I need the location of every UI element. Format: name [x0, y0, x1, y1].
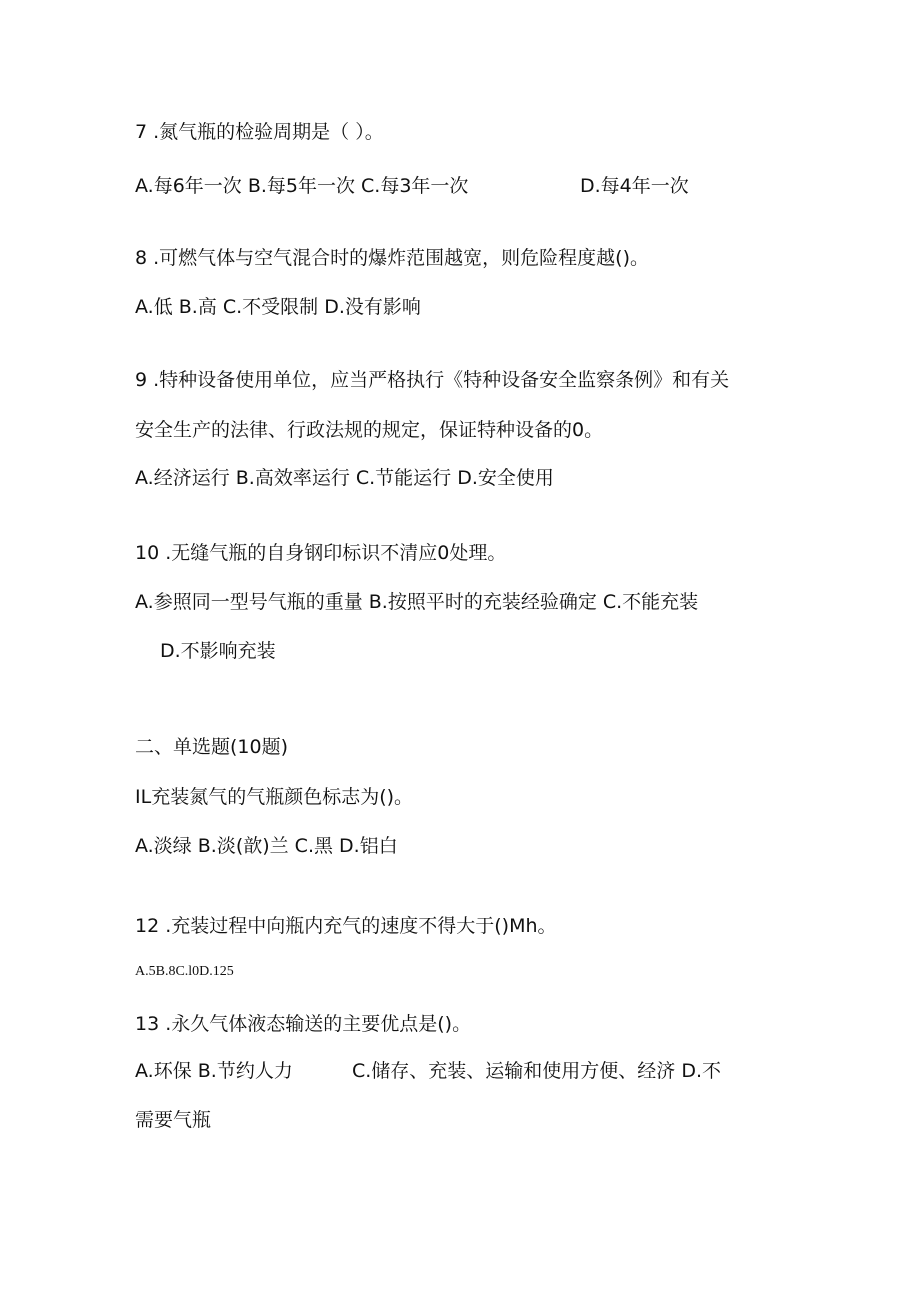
question-12-options: A.5B.8C.l0D.125 [135, 964, 234, 979]
question-13-stem: 13 .永久气体液态输送的主要优点是()。 [135, 1013, 472, 1035]
section-title: 二、单选题(10题) [135, 736, 289, 758]
question-11-options: A.淡绿 B.淡(歆)兰 C.黑 D.铝白 [135, 835, 398, 857]
question-11-stem: IL充装氮气的气瓶颜色标志为()。 [135, 786, 414, 808]
question-13-options-ab: A.环保 B.节约人力 [135, 1060, 293, 1082]
question-9-stem-line1: 9 .特种设备使用单位，应当严格执行《特种设备安全监察条例》和有关 [135, 369, 730, 391]
question-13-options-continued: 需要气瓶 [135, 1109, 212, 1131]
question-7-option-d: D.每4年一次 [580, 175, 689, 197]
question-10-options-abc: A.参照同一型号气瓶的重量 B.按照平时的充装经验确定 C.不能充装 [135, 591, 699, 613]
question-12-stem: 12 .充装过程中向瓶内充气的速度不得大于()Mh。 [135, 915, 557, 937]
question-7-options-abc: A.每6年一次 B.每5年一次 C.每3年一次 [135, 175, 469, 197]
question-13-options-cd: C.储存、充装、运输和使用方便、经济 D.不 [352, 1060, 722, 1082]
question-8-options: A.低 B.高 C.不受限制 D.没有影响 [135, 296, 421, 318]
question-10-option-d: D.不影响充装 [160, 640, 276, 662]
question-8-stem: 8 .可燃气体与空气混合时的爆炸范围越宽，则危险程度越()。 [135, 247, 649, 269]
question-7-stem: 7 .氮气瓶的检验周期是（ ）。 [135, 121, 384, 143]
question-10-stem: 10 .无缝气瓶的自身钢印标识不清应0处理。 [135, 542, 507, 564]
question-9-options: A.经济运行 B.高效率运行 C.节能运行 D.安全使用 [135, 467, 554, 489]
question-9-stem-line2: 安全生产的法律、行政法规的规定，保证特种设备的0。 [135, 419, 604, 441]
